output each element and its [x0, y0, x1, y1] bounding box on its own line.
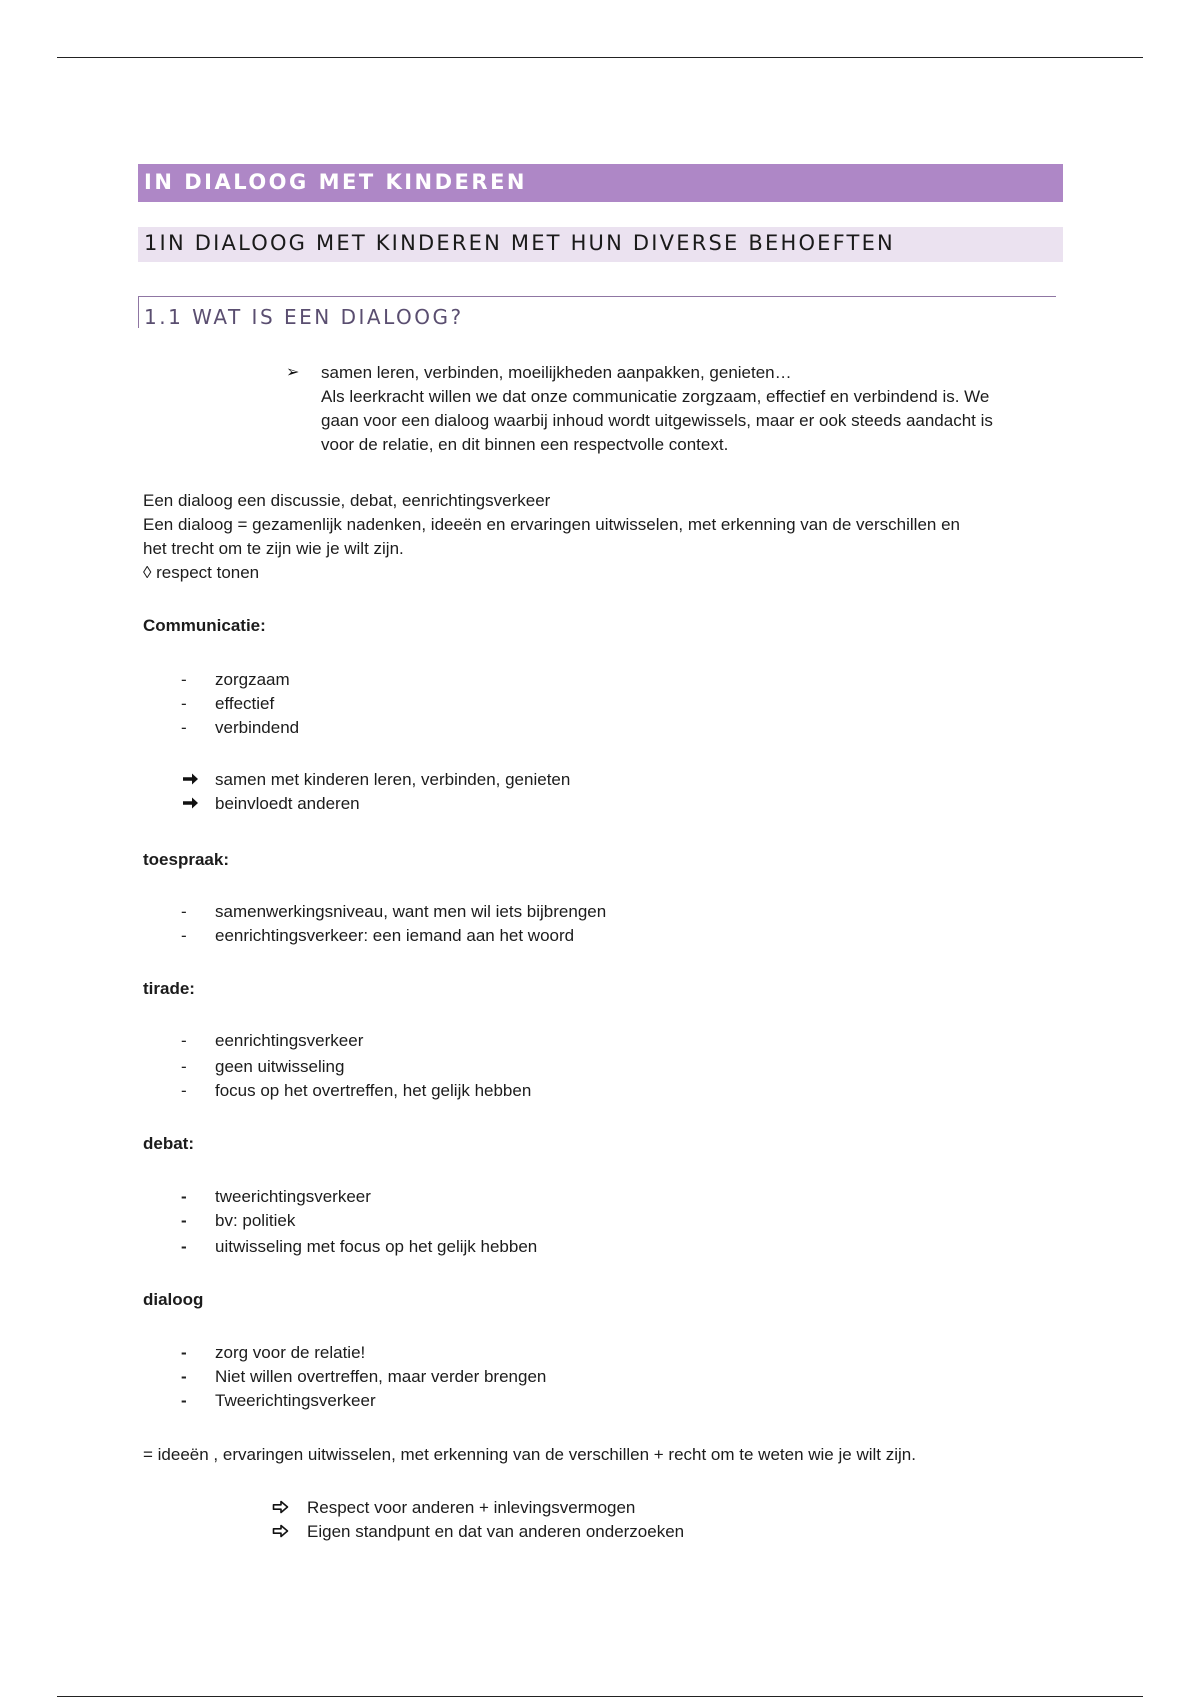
- dash-bullet: -: [181, 694, 187, 713]
- intro-line: Als leerkracht willen we dat onze communicatie zorgzaam, effectief en verbindend is. We: [321, 387, 990, 406]
- arrow-right-icon: [182, 772, 199, 786]
- heading-2: 1IN DIALOOG MET KINDEREN MET HUN DIVERSE BEHOEFTEN: [138, 227, 1063, 262]
- section-title-debat: debat:: [143, 1134, 194, 1153]
- definition-line: Een dialoog = gezamenlijk nadenken, ideeën en ervaringen uitwisselen, met erkenning van de verschillen en: [143, 515, 960, 534]
- arrow-item: beinvloedt anderen: [215, 794, 360, 813]
- list-item: tweerichtingsverkeer: [215, 1187, 371, 1206]
- list-item: samenwerkingsniveau, want men wil iets bijbrengen: [215, 902, 607, 921]
- intro-bullet-text: samen leren, verbinden, moeilijkheden aanpakken, genieten…: [321, 363, 792, 382]
- outline-arrow-icon: [272, 1524, 289, 1538]
- definition-line: het trecht om te zijn wie je wilt zijn.: [143, 539, 404, 558]
- list-item: Tweerichtingsverkeer: [215, 1391, 376, 1410]
- dash-bullet: -: [181, 1391, 187, 1410]
- arrow-right-icon: [182, 796, 199, 810]
- list-item: Niet willen overtreffen, maar verder brengen: [215, 1367, 547, 1386]
- dash-bullet: -: [181, 1057, 187, 1076]
- dash-bullet: -: [181, 1081, 187, 1100]
- section-title-dialoog: dialoog: [143, 1290, 204, 1309]
- section-title-toespraak: toespraak:: [143, 850, 229, 869]
- dash-bullet: -: [181, 1367, 187, 1386]
- dash-bullet: -: [181, 718, 187, 737]
- dash-bullet: -: [181, 1187, 187, 1206]
- footer-rule: [57, 1696, 1143, 1697]
- dash-bullet: -: [181, 1211, 187, 1230]
- dash-bullet: -: [181, 670, 187, 689]
- heading-1: IN DIALOOG MET KINDEREN: [138, 164, 1063, 202]
- header-rule: [57, 57, 1143, 58]
- heading-3: 1.1 WAT IS EEN DIALOOG?: [138, 296, 1056, 328]
- dash-bullet: -: [181, 1237, 187, 1256]
- definition-line: ◊ respect tonen: [143, 563, 260, 582]
- section-title-communicatie: Communicatie:: [143, 616, 266, 635]
- list-item: geen uitwisseling: [215, 1057, 345, 1076]
- list-item: eenrichtingsverkeer: een iemand aan het woord: [215, 926, 575, 945]
- arrow-item: samen met kinderen leren, verbinden, genieten: [215, 770, 571, 789]
- list-item: bv: politiek: [215, 1211, 296, 1230]
- intro-line: voor de relatie, en dit binnen een respectvolle context.: [321, 435, 729, 454]
- dash-bullet: -: [181, 902, 187, 921]
- list-item: focus op het overtreffen, het gelijk hebben: [215, 1081, 532, 1100]
- list-item: zorgzaam: [215, 670, 290, 689]
- summary-arrow-item: Eigen standpunt en dat van anderen onderzoeken: [307, 1522, 685, 1541]
- list-item: verbindend: [215, 718, 300, 737]
- intro-line: gaan voor een dialoog waarbij inhoud wordt uitgewissels, maar er ook steeds aandacht is: [321, 411, 993, 430]
- list-item: zorg voor de relatie!: [215, 1343, 366, 1362]
- section-title-tirade: tirade:: [143, 979, 195, 998]
- dash-bullet: -: [181, 1343, 187, 1362]
- definition-line: Een dialoog een discussie, debat, eenrichtingsverkeer: [143, 491, 551, 510]
- list-item: effectief: [215, 694, 275, 713]
- dash-bullet: -: [181, 1031, 187, 1050]
- outline-arrow-icon: [272, 1500, 289, 1514]
- list-item: uitwisseling met focus op het gelijk hebben: [215, 1237, 538, 1256]
- summary-arrow-item: Respect voor anderen + inlevingsvermogen: [307, 1498, 636, 1517]
- summary-line: = ideeën , ervaringen uitwisselen, met erkenning van de verschillen + recht om te weten wie je wilt zijn.: [143, 1445, 916, 1464]
- arrowhead-bullet-icon: ➢: [286, 364, 300, 381]
- dash-bullet: -: [181, 926, 187, 945]
- list-item: eenrichtingsverkeer: [215, 1031, 364, 1050]
